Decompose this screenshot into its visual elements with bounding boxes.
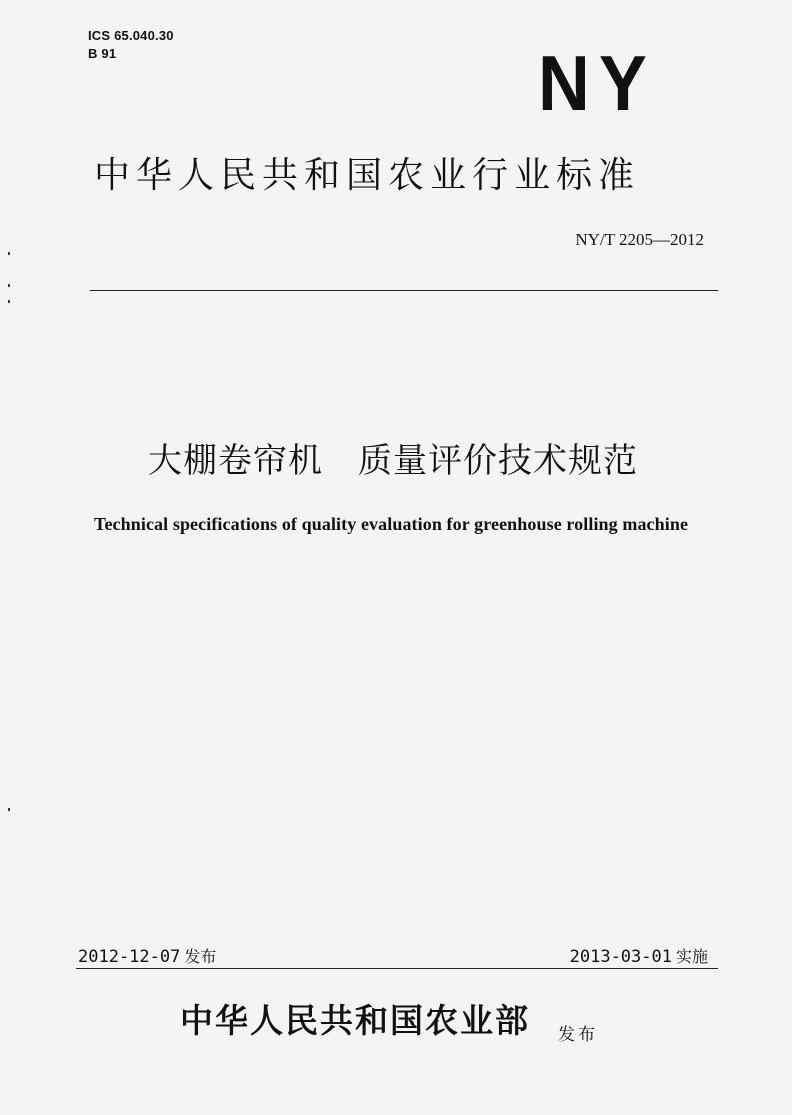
standard-number: NY/T 2205—2012 <box>575 230 704 249</box>
ny-logo: NY <box>538 39 657 127</box>
issuing-action: 发布 <box>558 1025 598 1045</box>
ccs-code: B 91 <box>88 46 117 61</box>
implementation-date-label: 实施 <box>675 947 708 966</box>
implementation-date <box>570 944 708 967</box>
scan-speck <box>8 300 10 303</box>
issue-date-value: 2012-12-07 <box>78 947 181 967</box>
scan-speck <box>8 284 10 287</box>
scan-speck <box>8 252 10 255</box>
issue-date <box>78 944 216 967</box>
title-english: Technical specifications of quality evaluation for greenhouse rolling machine <box>94 514 689 534</box>
issue-date-label: 发布 <box>184 947 217 966</box>
ics-code: ICS 65.040.30 <box>88 28 174 43</box>
implementation-date-value: 2013-03-01 <box>569 947 672 967</box>
issuing-authority: 中华人民共和国农业部 <box>180 1001 530 1040</box>
top-divider <box>90 290 718 291</box>
bottom-divider <box>76 968 718 969</box>
title-chinese: 大棚卷帘机 质量评价技术规范 <box>148 441 638 481</box>
scan-speck <box>8 808 10 811</box>
standard-category: 中华人民共和国农业行业标准 <box>94 155 641 196</box>
